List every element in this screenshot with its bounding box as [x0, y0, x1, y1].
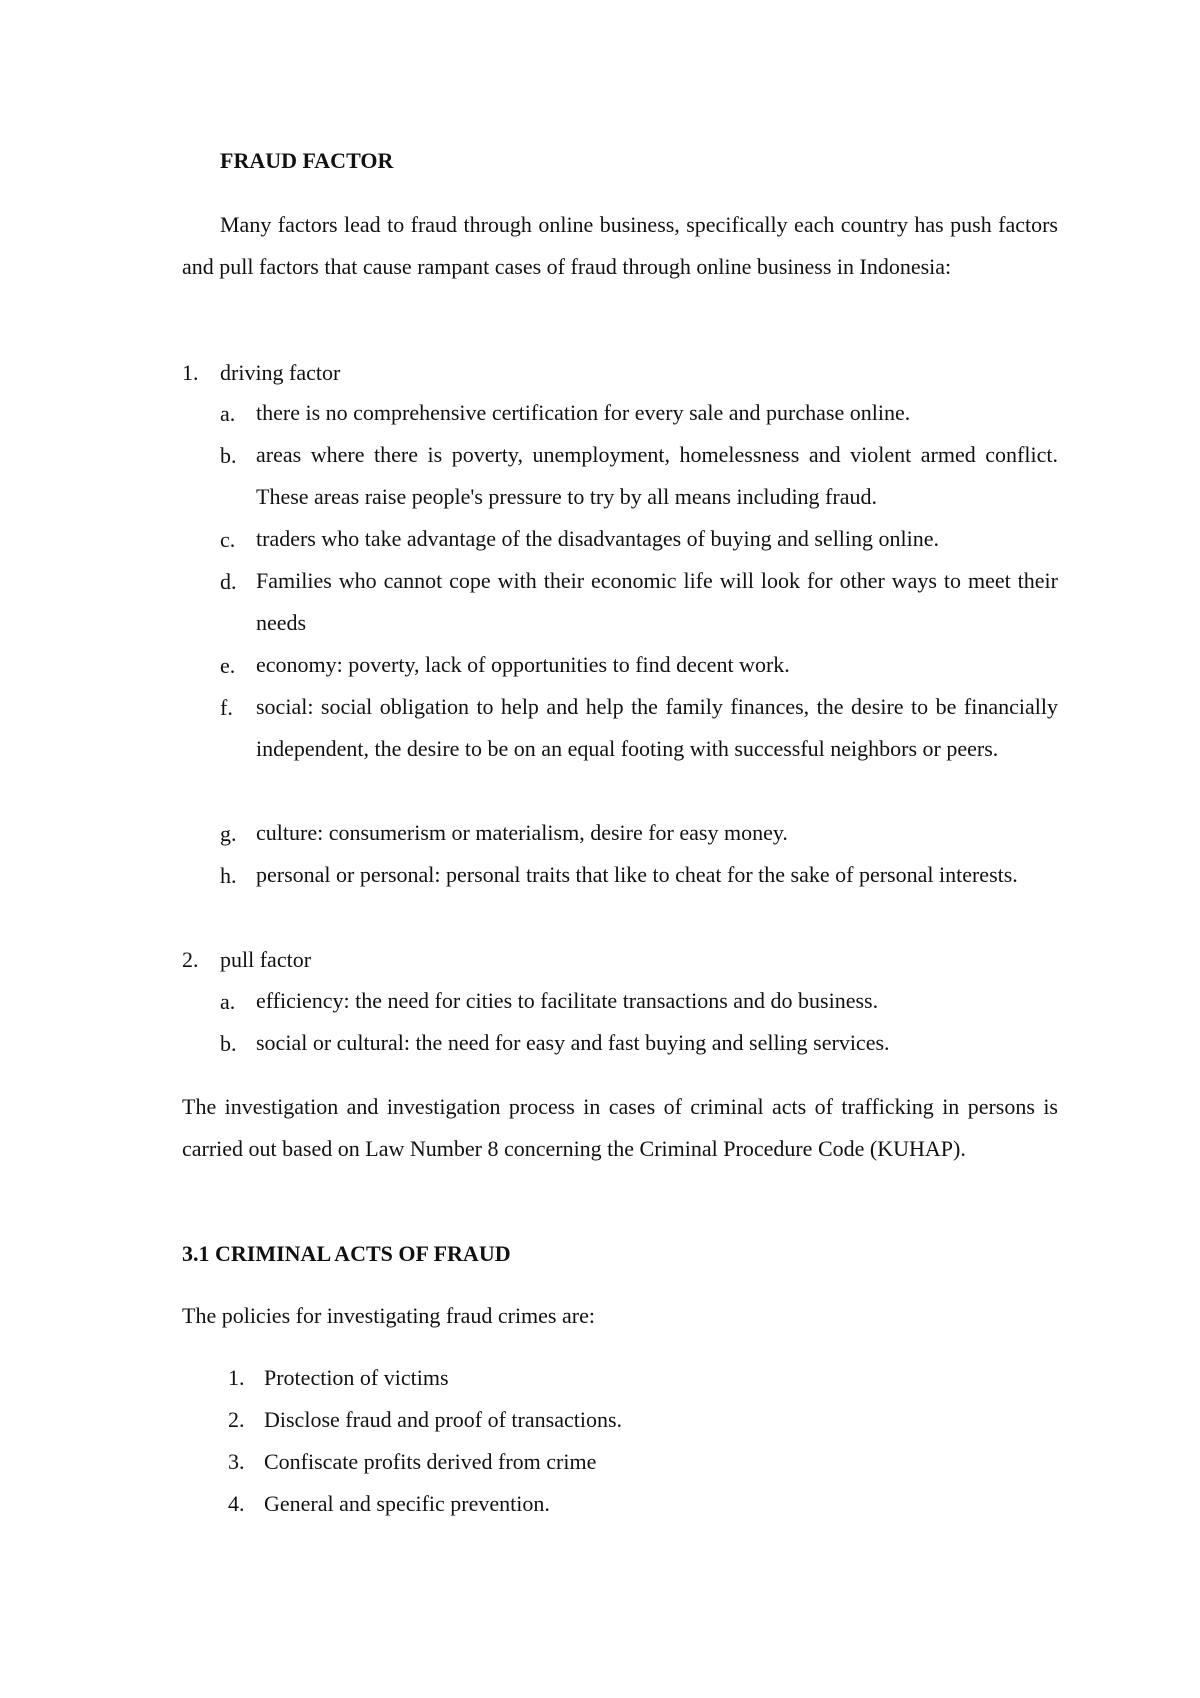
- investigation-paragraph: The investigation and investigation process in cases of criminal acts of trafficking in persons is carried out based on Law Number 8 concerning the Criminal Procedure Code (KUHAP).: [182, 1094, 1058, 1161]
- pull-item-b: social or cultural: the need for easy and fast buying and selling services.: [256, 1030, 890, 1055]
- sub-marker-c: c.: [220, 527, 236, 552]
- policy-item-2: Disclose fraud and proof of transactions.: [264, 1407, 623, 1432]
- sub-item-c: traders who take advantage of the disadvantages of buying and selling online.: [256, 526, 940, 551]
- sub-marker-e: e.: [220, 653, 236, 678]
- sub-item-d: Families who cannot cope with their economic life will look for other ways to meet their needs: [256, 568, 1058, 635]
- sub-marker-a: a.: [220, 401, 236, 426]
- sub-item-h: personal or personal: personal traits that like to cheat for the sake of personal interests.: [256, 862, 1018, 887]
- list-marker-2: 2.: [182, 947, 199, 972]
- section-heading: 3.1 CRIMINAL ACTS OF FRAUD: [182, 1241, 511, 1266]
- sub-marker-b: b.: [220, 443, 237, 468]
- sub-marker-d: d.: [220, 569, 237, 594]
- sub-marker-f: f.: [220, 695, 233, 720]
- policy-marker-4: 4.: [228, 1491, 245, 1516]
- sub-marker-g: g.: [220, 821, 237, 846]
- list-label-pull-factor: pull factor: [220, 947, 312, 972]
- list-marker-1: 1.: [182, 360, 199, 385]
- policy-item-1: Protection of victims: [264, 1365, 449, 1390]
- policy-item-4: General and specific prevention.: [264, 1491, 550, 1516]
- sub-item-a: there is no comprehensive certification for every sale and purchase online.: [256, 400, 911, 425]
- pull-item-a: efficiency: the need for cities to facilitate transactions and do business.: [256, 988, 879, 1013]
- pull-marker-a: a.: [220, 989, 236, 1014]
- pull-marker-b: b.: [220, 1031, 237, 1056]
- sub-item-b: areas where there is poverty, unemployment, homelessness and violent armed conflict. These areas raise people's pressure to try by all means including fraud.: [256, 442, 1058, 509]
- policy-marker-3: 3.: [228, 1449, 245, 1474]
- sub-marker-h: h.: [220, 863, 237, 888]
- page-heading: FRAUD FACTOR: [220, 148, 394, 173]
- sub-item-e: economy: poverty, lack of opportunities to find decent work.: [256, 652, 790, 677]
- policies-intro: The policies for investigating fraud crimes are:: [182, 1303, 595, 1328]
- sub-item-g: culture: consumerism or materialism, desire for easy money.: [256, 820, 788, 845]
- policy-item-3: Confiscate profits derived from crime: [264, 1449, 597, 1474]
- policy-marker-2: 2.: [228, 1407, 245, 1432]
- policy-marker-1: 1.: [228, 1365, 245, 1390]
- list-label-driving-factor: driving factor: [220, 360, 341, 385]
- intro-paragraph: Many factors lead to fraud through online business, specifically each country has push factors and pull factors that cause rampant cases of fraud through online business in Indonesia:: [182, 212, 1058, 279]
- sub-item-f: social: social obligation to help and help the family finances, the desire to be financially independent, the desire to be on an equal footing with successful neighbors or peers.: [256, 694, 1058, 761]
